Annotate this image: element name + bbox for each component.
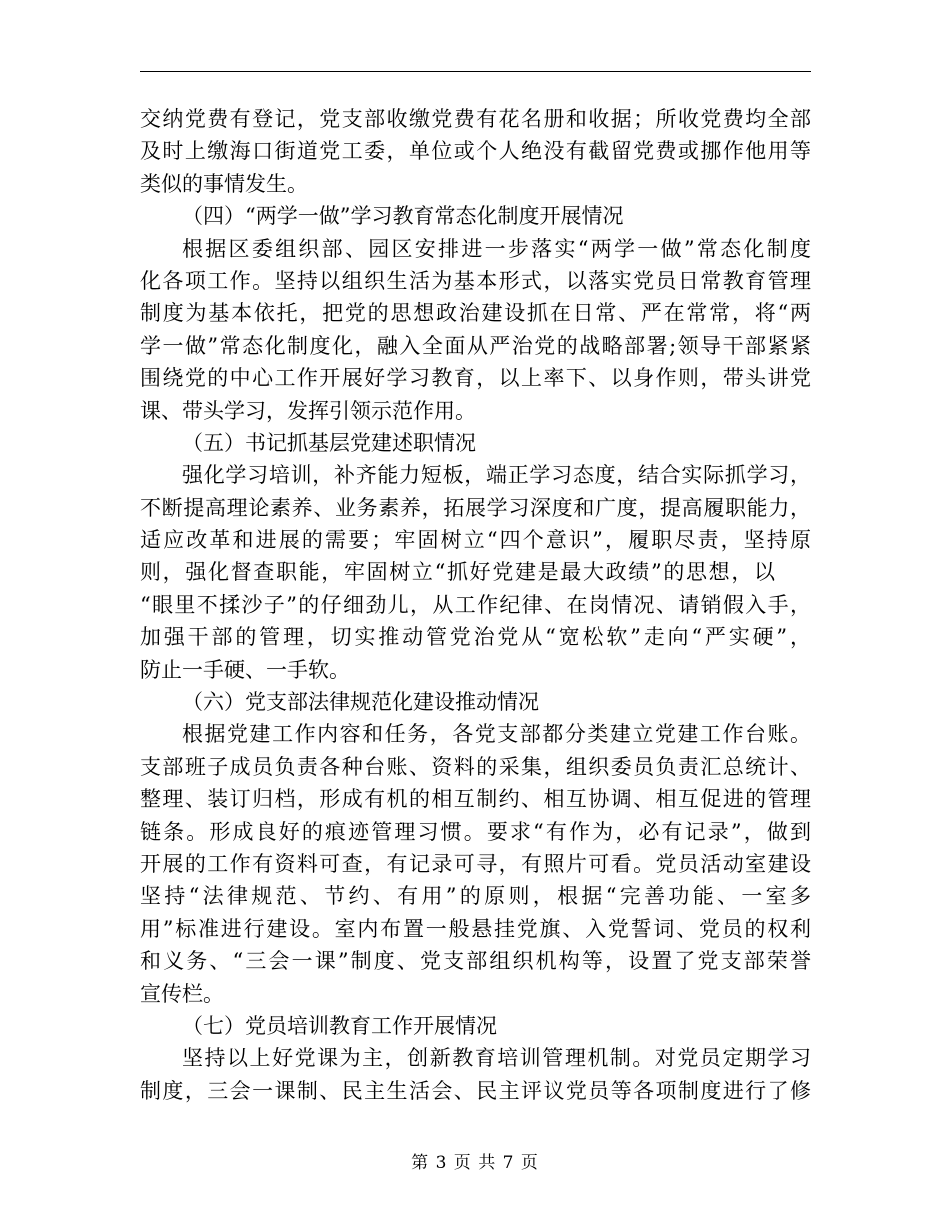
- text-line: 学一做”常态化制度化，融入全面从严治党的战略部署;领导干部紧紧: [140, 333, 811, 358]
- text-line: 则，强化督查职能，牢固树立“抓好党建是最大政绩”的思想，以: [140, 560, 775, 585]
- text-line: 化各项工作。坚持以组织生活为基本形式，以落实党员日常教育管理: [140, 268, 811, 293]
- text-line: 宣传栏。: [140, 981, 224, 1006]
- document-body: [140, 103, 811, 1107]
- text-line: 用”标准进行建设。室内布置一般悬挂党旗、入党誓词、党员的权利: [140, 916, 811, 941]
- text-line: 防止一手硬、一手软。: [140, 657, 350, 682]
- text-line: 坚持“法律规范、节约、有用”的原则，根据“完善功能、一室多: [140, 884, 811, 909]
- text-line: 强化学习培训，补齐能力短板，端正学习态度，结合实际抓学习，: [182, 463, 811, 488]
- text-line: “眼里不揉沙子”的仔细劲儿，从工作纪律、在岗情况、请销假入手，: [140, 592, 811, 617]
- text-line: 及时上缴海口街道党工委，单位或个人绝没有截留党费或挪作他用等: [140, 139, 811, 164]
- text-line: 开展的工作有资料可查，有记录可寻，有照片可看。党员活动室建设: [140, 851, 811, 876]
- section-heading-5: （五）书记抓基层党建述职情况: [182, 430, 476, 455]
- text-line: 制度为基本依托，把党的思想政治建设抓在日常、严在常常，将“两: [140, 301, 811, 326]
- section-heading-7: （七）党员培训教育工作开展情况: [182, 1013, 497, 1038]
- text-line: 支部班子成员负责各种台账、资料的采集，组织委员负责汇总统计、: [140, 754, 811, 779]
- text-line: 根据党建工作内容和任务，各党支部都分类建立党建工作台账。: [182, 722, 811, 747]
- text-line: 加强干部的管理，切实推动管党治党从“宽松软”走向“严实硬”，: [140, 625, 811, 650]
- text-line: 交纳党费有登记，党支部收缴党费有花名册和收据；所收党费均全部: [140, 107, 811, 131]
- text-line: 类似的事情发生。: [140, 171, 308, 196]
- section-heading-4: （四）“两学一做”学习教育常态化制度开展情况: [182, 204, 624, 229]
- text-line: 整理、装订归档，形成有机的相互制约、相互协调、相互促进的管理: [140, 787, 811, 812]
- text-line: 课、带头学习，发挥引领示范作用。: [140, 398, 476, 423]
- text-line: 和义务、“三会一课”制度、党支部组织机构等，设置了党支部荣誉: [140, 949, 811, 974]
- text-line: 制度，三会一课制、民主生活会、民主评议党员等各项制度进行了修: [140, 1078, 811, 1103]
- text-line: 适应改革和进展的需要；牢固树立“四个意识”，履职尽责，坚持原: [140, 528, 811, 553]
- section-heading-6: （六）党支部法律规范化建设推动情况: [182, 690, 539, 715]
- text-line: 根据区委组织部、园区安排进一步落实“两学一做”常态化制度: [182, 236, 811, 261]
- text-line: 链条。形成良好的痕迹管理习惯。要求“有作为，必有记录”，做到: [140, 819, 811, 844]
- header-rule: [140, 71, 811, 72]
- text-line: 不断提高理论素养、业务素养，拓展学习深度和广度，提高履职能力，: [140, 495, 811, 520]
- text-line: 围绕党的中心工作开展好学习教育，以上率下、以身作则，带头讲党: [140, 366, 811, 391]
- text-line: 坚持以上好党课为主，创新教育培训管理机制。对党员定期学习: [182, 1046, 811, 1071]
- page-footer: 第 3 页 共 7 页: [411, 1153, 539, 1173]
